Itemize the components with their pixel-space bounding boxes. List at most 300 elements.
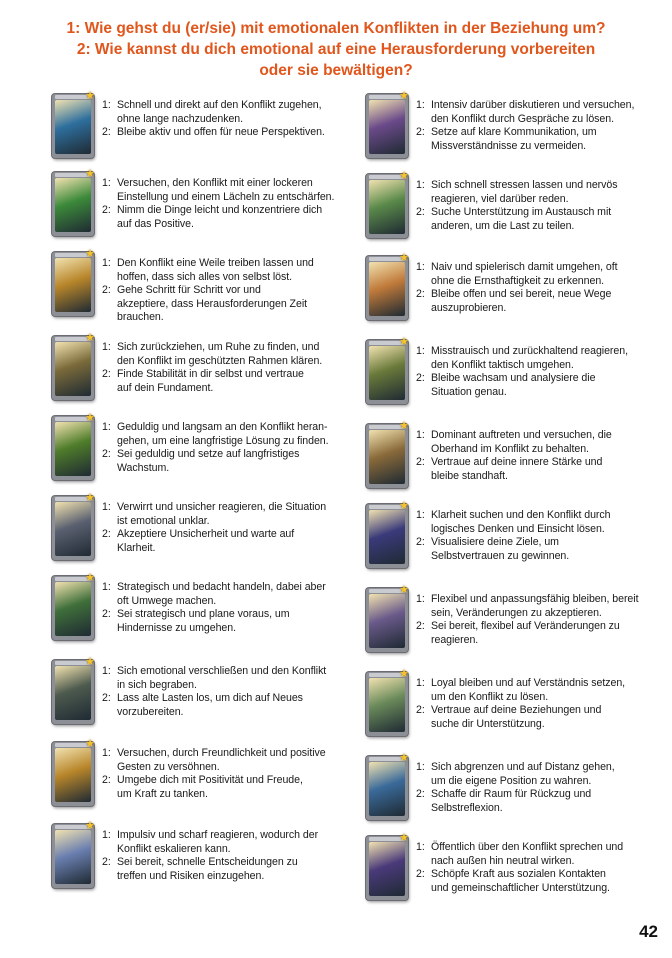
answer-line <box>102 608 348 622</box>
answer-text: Hindernisse zu umgehen. <box>117 621 236 634</box>
answer-text: Lass alte Lasten los, um dich auf Neues <box>117 692 303 705</box>
answer-text: Setze auf klare Kommunikation, um <box>431 126 597 139</box>
answer-number <box>416 691 431 705</box>
answer-line <box>102 462 348 476</box>
card-answers <box>102 341 348 395</box>
card-entry <box>366 90 658 164</box>
answer-line <box>416 179 662 193</box>
answer-number: 1: <box>416 677 425 689</box>
answer-text: gehen, um eine langfristige Lösung zu finden. <box>117 434 329 447</box>
answer-line <box>416 855 662 869</box>
answer-text: Sei bereit, schnelle Entscheidungen zu <box>117 856 298 869</box>
answer-number <box>102 191 117 205</box>
answer-line <box>102 692 348 706</box>
answer-number: 2: <box>416 788 425 801</box>
answer-text: Selbstreflexion. <box>431 801 503 814</box>
answer-number: 1: <box>416 99 425 111</box>
answer-line <box>416 841 662 855</box>
answer-line <box>416 429 662 443</box>
card-entry <box>366 832 658 906</box>
answer-line <box>102 679 348 693</box>
answer-number: 2: <box>416 620 425 633</box>
answer-number: 1: <box>416 179 425 191</box>
answer-text: Schaffe dir Raum für Rückzug und <box>431 788 592 801</box>
answer-line <box>102 99 348 113</box>
answer-line <box>416 677 662 691</box>
answer-text: Dominant auftreten und versuchen, die <box>431 429 612 441</box>
answer-text: Konflikt eskalieren kann. <box>117 842 231 855</box>
card-entry <box>52 90 344 164</box>
answer-line <box>102 218 348 232</box>
answer-text: Suche Unterstützung im Austausch mit <box>431 206 612 219</box>
card-answers <box>416 841 662 895</box>
answer-number <box>102 595 117 609</box>
answer-line <box>416 802 662 816</box>
answer-number: 1: <box>102 177 111 189</box>
answer-text: logisches Denken und Einsicht lösen. <box>431 522 605 535</box>
answer-line <box>416 788 662 802</box>
card-answers <box>416 509 662 563</box>
answer-line <box>416 126 662 140</box>
answer-line <box>102 581 348 595</box>
answer-line <box>416 302 662 316</box>
answer-number: 2: <box>416 206 425 219</box>
answer-text: um Kraft zu tanken. <box>117 787 208 800</box>
answer-line <box>416 345 662 359</box>
answer-text: den Konflikt durch Gespräche zu lösen. <box>431 112 615 125</box>
card-tower-icon <box>369 762 405 816</box>
answer-number: 2: <box>416 456 425 469</box>
card-thumbnail <box>52 168 95 236</box>
answer-number: 2: <box>416 704 425 717</box>
answer-line <box>416 607 662 621</box>
answer-number <box>416 386 431 400</box>
card-entry <box>52 492 344 566</box>
answer-number <box>416 550 431 564</box>
star-icon: ★ <box>399 584 409 596</box>
answer-number <box>102 382 117 396</box>
answer-line <box>416 261 662 275</box>
card-entry <box>366 420 658 494</box>
card-stars-icon <box>369 510 405 564</box>
answer-text: um die eigene Position zu wahren. <box>431 774 592 787</box>
card-answers <box>416 345 662 399</box>
answer-line <box>416 523 662 537</box>
star-icon: ★ <box>399 668 409 680</box>
answer-line <box>416 113 662 127</box>
card-entry <box>52 412 344 486</box>
star-icon: ★ <box>85 656 95 668</box>
answer-line <box>102 298 348 312</box>
answer-number <box>416 855 431 869</box>
answer-line <box>416 456 662 470</box>
answer-line <box>416 775 662 789</box>
answer-text: Sei geduldig und setze auf langfristiges <box>117 448 300 461</box>
answer-line <box>416 220 662 234</box>
card-entry <box>366 668 658 742</box>
answer-number <box>102 542 117 556</box>
card-entry <box>52 332 344 406</box>
card-thumbnail <box>52 332 95 400</box>
answer-line <box>416 704 662 718</box>
card-answers <box>416 677 662 731</box>
answer-line <box>416 470 662 484</box>
card-bear-icon <box>369 430 405 484</box>
card-entry <box>52 738 344 812</box>
card-entry <box>366 252 658 326</box>
answer-number <box>416 443 431 457</box>
star-icon: ★ <box>85 332 95 344</box>
answer-text: Oberhand im Konflikt zu behalten. <box>431 442 589 455</box>
answer-line <box>102 126 348 140</box>
answer-number: 1: <box>102 501 111 513</box>
answer-number <box>416 775 431 789</box>
answer-number: 2: <box>102 856 111 869</box>
answer-text: Geduldig und langsam an den Konflikt heran- <box>117 421 328 433</box>
answer-number <box>102 462 117 476</box>
card-answers <box>416 593 662 647</box>
card-answers <box>416 761 662 815</box>
answer-text: Schöpfe Kraft aus sozialen Kontakten <box>431 868 606 881</box>
heading-line-2: 2: Wie kannst du dich emotional auf eine Herausforderung vorbereiten <box>76 41 596 58</box>
answer-number: 2: <box>102 528 111 541</box>
answer-number <box>102 788 117 802</box>
answer-line <box>102 747 348 761</box>
answer-line <box>102 204 348 218</box>
answer-line <box>416 536 662 550</box>
answer-text: oft Umwege machen. <box>117 594 217 607</box>
answer-number <box>416 802 431 816</box>
answer-number: 1: <box>102 665 111 677</box>
answer-text: Vertraue auf deine Beziehungen und <box>431 704 602 717</box>
answer-line <box>102 355 348 369</box>
card-tree-icon <box>55 422 91 476</box>
answer-number: 1: <box>416 261 425 273</box>
answer-text: Sei strategisch und plane voraus, um <box>117 608 290 621</box>
answer-text: Sich schnell stressen lassen und nervös <box>431 179 618 191</box>
answer-text: den Konflikt im geschützten Rahmen klären. <box>117 354 323 367</box>
answer-number <box>102 622 117 636</box>
answer-line <box>102 870 348 884</box>
card-thumbnail <box>52 820 95 888</box>
answer-number: 1: <box>416 761 425 773</box>
answer-text: Missverständnisse zu vermeiden. <box>431 139 587 152</box>
star-icon: ★ <box>85 248 95 260</box>
answer-number <box>102 113 117 127</box>
answer-number: 2: <box>102 692 111 705</box>
answer-text: nach außen hin neutral wirken. <box>431 854 575 867</box>
star-icon: ★ <box>85 738 95 750</box>
card-thumbnail <box>52 492 95 560</box>
card-answers <box>416 261 662 315</box>
star-icon: ★ <box>399 420 409 432</box>
star-icon: ★ <box>399 170 409 182</box>
answer-line <box>102 761 348 775</box>
answer-number: 2: <box>102 608 111 621</box>
card-thumbnail <box>52 738 95 806</box>
answer-text: ist emotional unklar. <box>117 514 210 527</box>
star-icon: ★ <box>85 168 95 180</box>
answer-line <box>102 448 348 462</box>
answer-line <box>416 386 662 400</box>
answer-number: 2: <box>102 368 111 381</box>
answer-text: akzeptiere, dass Herausforderungen Zeit <box>117 297 308 310</box>
star-icon: ★ <box>85 492 95 504</box>
answer-text: auf das Positive. <box>117 217 194 230</box>
answer-number <box>416 140 431 154</box>
card-answers <box>416 429 662 483</box>
answer-text: reagieren, viel darüber reden. <box>431 192 569 205</box>
answer-text: Impulsiv und scharf reagieren, wodurch der <box>117 829 319 841</box>
card-thumbnail <box>52 412 95 480</box>
answer-number: 1: <box>416 429 425 441</box>
answer-number <box>416 220 431 234</box>
card-thumbnail <box>366 252 409 320</box>
card-coffin-icon <box>55 666 91 720</box>
answer-number: 2: <box>416 868 425 881</box>
answer-text: auszuprobieren. <box>431 301 507 314</box>
answer-text: brauchen. <box>117 311 164 324</box>
card-answers <box>416 179 662 233</box>
answer-text: Den Konflikt eine Weile treiben lassen und <box>117 257 314 269</box>
answer-line <box>416 443 662 457</box>
answer-text: Gehe Schritt für Schritt vor und <box>117 284 261 297</box>
answer-line <box>102 501 348 515</box>
answer-line <box>102 311 348 325</box>
card-thumbnail <box>52 656 95 724</box>
answer-line <box>416 359 662 373</box>
answer-number: 2: <box>102 204 111 217</box>
answer-text: Nimm die Dinge leicht und konzentriere dich <box>117 204 323 217</box>
answer-line <box>102 528 348 542</box>
answer-line <box>102 542 348 556</box>
answer-number: 1: <box>102 257 111 269</box>
answer-line <box>416 275 662 289</box>
card-scythe-icon <box>55 830 91 884</box>
answer-text: Naiv und spielerisch damit umgehen, oft <box>431 261 618 273</box>
card-whip-icon <box>369 100 405 154</box>
card-thumbnail <box>366 336 409 404</box>
card-thumbnail <box>366 90 409 158</box>
answer-text: sein, Veränderungen zu akzeptieren. <box>431 606 602 619</box>
answer-line <box>416 509 662 523</box>
answer-line <box>102 435 348 449</box>
answer-line <box>102 595 348 609</box>
answer-number: 1: <box>416 841 425 853</box>
answer-number: 2: <box>102 448 111 461</box>
answer-text: Versuchen, durch Freundlichkeit und positive <box>117 747 326 759</box>
answer-text: Loyal bleiben und auf Verständnis setzen, <box>431 677 626 689</box>
answer-line <box>416 550 662 564</box>
answer-text: bleibe standhaft. <box>431 469 508 482</box>
answer-text: Klarheit. <box>117 541 156 554</box>
star-icon: ★ <box>399 832 409 844</box>
answer-number <box>102 355 117 369</box>
answer-text: Visualisiere deine Ziele, um <box>431 536 559 549</box>
answer-text: treffen und Risiken einzugehen. <box>117 869 265 882</box>
star-icon: ★ <box>85 820 95 832</box>
answer-number <box>102 515 117 529</box>
answer-number <box>416 634 431 648</box>
heading-line-3: oder sie bewältigen? <box>259 62 413 79</box>
star-icon: ★ <box>85 412 95 424</box>
answer-line <box>102 257 348 271</box>
answer-line <box>102 843 348 857</box>
answer-line <box>416 288 662 302</box>
answer-number <box>102 843 117 857</box>
answer-line <box>102 271 348 285</box>
answer-text: Versuchen, den Konflikt mit einer lockeren <box>117 177 313 189</box>
answer-number <box>416 523 431 537</box>
card-thumbnail <box>366 170 409 238</box>
card-dog-icon <box>369 678 405 732</box>
card-fox-icon <box>369 346 405 400</box>
answer-number <box>102 298 117 312</box>
answer-line <box>102 421 348 435</box>
answer-text: Sich abgrenzen und auf Distanz gehen, <box>431 761 615 773</box>
answer-number: 2: <box>102 774 111 787</box>
star-icon: ★ <box>399 500 409 512</box>
card-stork-icon <box>369 594 405 648</box>
card-answers <box>102 177 348 231</box>
answer-line <box>416 99 662 113</box>
card-thumbnail <box>366 668 409 736</box>
star-icon: ★ <box>85 572 95 584</box>
card-garden-icon <box>369 842 405 896</box>
answer-text: Bleibe offen und sei bereit, neue Wege <box>431 288 612 301</box>
answer-text: in sich begraben. <box>117 678 197 691</box>
card-thumbnail <box>366 832 409 900</box>
answer-number: 1: <box>102 99 111 111</box>
answer-number: 1: <box>416 509 425 521</box>
card-entry <box>52 572 344 646</box>
answer-number: 1: <box>416 593 425 605</box>
card-entry <box>366 584 658 658</box>
card-bouquet-icon <box>55 748 91 802</box>
answer-line <box>416 691 662 705</box>
answer-line <box>416 140 662 154</box>
card-clover-icon <box>55 178 91 232</box>
answer-line <box>416 593 662 607</box>
answer-line <box>416 882 662 896</box>
answer-line <box>102 284 348 298</box>
answer-text: Umgebe dich mit Positivität und Freude, <box>117 774 303 787</box>
answer-text: anderen, um die Last zu teilen. <box>431 219 575 232</box>
page-number: 42 <box>639 922 658 941</box>
card-answers <box>102 501 348 555</box>
answer-number <box>416 359 431 373</box>
answer-number <box>102 761 117 775</box>
answer-line <box>102 191 348 205</box>
answer-text: Öffentlich über den Konflikt sprechen und <box>431 841 624 853</box>
answer-number: 2: <box>416 288 425 301</box>
answer-number <box>416 718 431 732</box>
answer-number <box>102 218 117 232</box>
answer-line <box>102 382 348 396</box>
answer-number <box>102 311 117 325</box>
star-icon: ★ <box>85 90 95 102</box>
card-thumbnail <box>366 420 409 488</box>
card-entry <box>52 248 344 324</box>
answer-line <box>416 193 662 207</box>
card-answers <box>102 257 348 325</box>
answer-number <box>416 882 431 896</box>
answer-text: um den Konflikt zu lösen. <box>431 690 549 703</box>
answer-text: Intensiv darüber diskutieren und versuchen, <box>431 99 635 111</box>
card-entry <box>52 656 344 730</box>
card-answers <box>102 665 348 719</box>
answer-line <box>416 206 662 220</box>
card-answers <box>102 747 348 801</box>
card-forest-fire-king-icon <box>55 100 91 154</box>
answer-number: 1: <box>416 345 425 357</box>
card-house-icon <box>55 342 91 396</box>
card-thumbnail <box>366 584 409 652</box>
answer-number <box>102 271 117 285</box>
answer-line <box>102 113 348 127</box>
answer-text: suche dir Unterstützung. <box>431 717 545 730</box>
answer-line <box>102 622 348 636</box>
answer-text: Akzeptiere Unsicherheit und warte auf <box>117 528 295 541</box>
card-answers <box>102 581 348 635</box>
card-clouds-icon <box>55 502 91 556</box>
answer-text: Gesten zu versöhnen. <box>117 760 220 773</box>
answer-text: Sich emotional verschließen und den Konflikt <box>117 665 327 677</box>
page-heading <box>10 18 662 81</box>
card-entry <box>52 168 344 242</box>
answer-line <box>416 372 662 386</box>
answer-number <box>416 113 431 127</box>
answer-text: Sei bereit, flexibel auf Veränderungen zu <box>431 620 620 633</box>
card-snake-icon <box>55 582 91 636</box>
answer-text: Bleibe wachsam und analysiere die <box>431 372 596 385</box>
card-answers <box>102 421 348 475</box>
answer-text: Bleibe aktiv und offen für neue Perspektiven. <box>117 126 325 139</box>
answer-text: auf dein Fundament. <box>117 381 214 394</box>
star-icon: ★ <box>399 252 409 264</box>
answer-line <box>102 368 348 382</box>
answer-line <box>102 515 348 529</box>
answer-line <box>416 868 662 882</box>
answer-number <box>416 607 431 621</box>
answer-line <box>102 774 348 788</box>
card-thumbnail <box>366 500 409 568</box>
answer-number <box>102 870 117 884</box>
answer-line <box>416 761 662 775</box>
answer-number: 1: <box>102 421 111 433</box>
answer-number: 1: <box>102 581 111 593</box>
answer-number <box>102 435 117 449</box>
answer-text: Flexibel und anpassungsfähig bleiben, bereit <box>431 593 639 605</box>
answer-text: Vertraue auf deine innere Stärke und <box>431 456 603 469</box>
answer-line <box>102 856 348 870</box>
answer-number <box>416 470 431 484</box>
answer-text: ohne die Ernsthaftigkeit zu erkennen. <box>431 274 605 287</box>
answer-text: Schnell und direkt auf den Konflikt zugehen, <box>117 99 322 111</box>
answer-line <box>416 718 662 732</box>
answer-text: Situation genau. <box>431 385 507 398</box>
answer-line <box>102 706 348 720</box>
answer-text: und gemeinschaftlicher Unterstützung. <box>431 881 610 894</box>
answer-line <box>102 341 348 355</box>
answer-text: ohne lange nachzudenken. <box>117 112 244 125</box>
card-thumbnail <box>366 752 409 820</box>
card-birds-icon <box>369 180 405 234</box>
answer-text: Finde Stabilität in dir selbst und vertraue <box>117 368 304 381</box>
answer-text: Sich zurückziehen, um Ruhe zu finden, und <box>117 341 320 353</box>
answer-number: 2: <box>102 284 111 297</box>
answer-number <box>416 302 431 316</box>
